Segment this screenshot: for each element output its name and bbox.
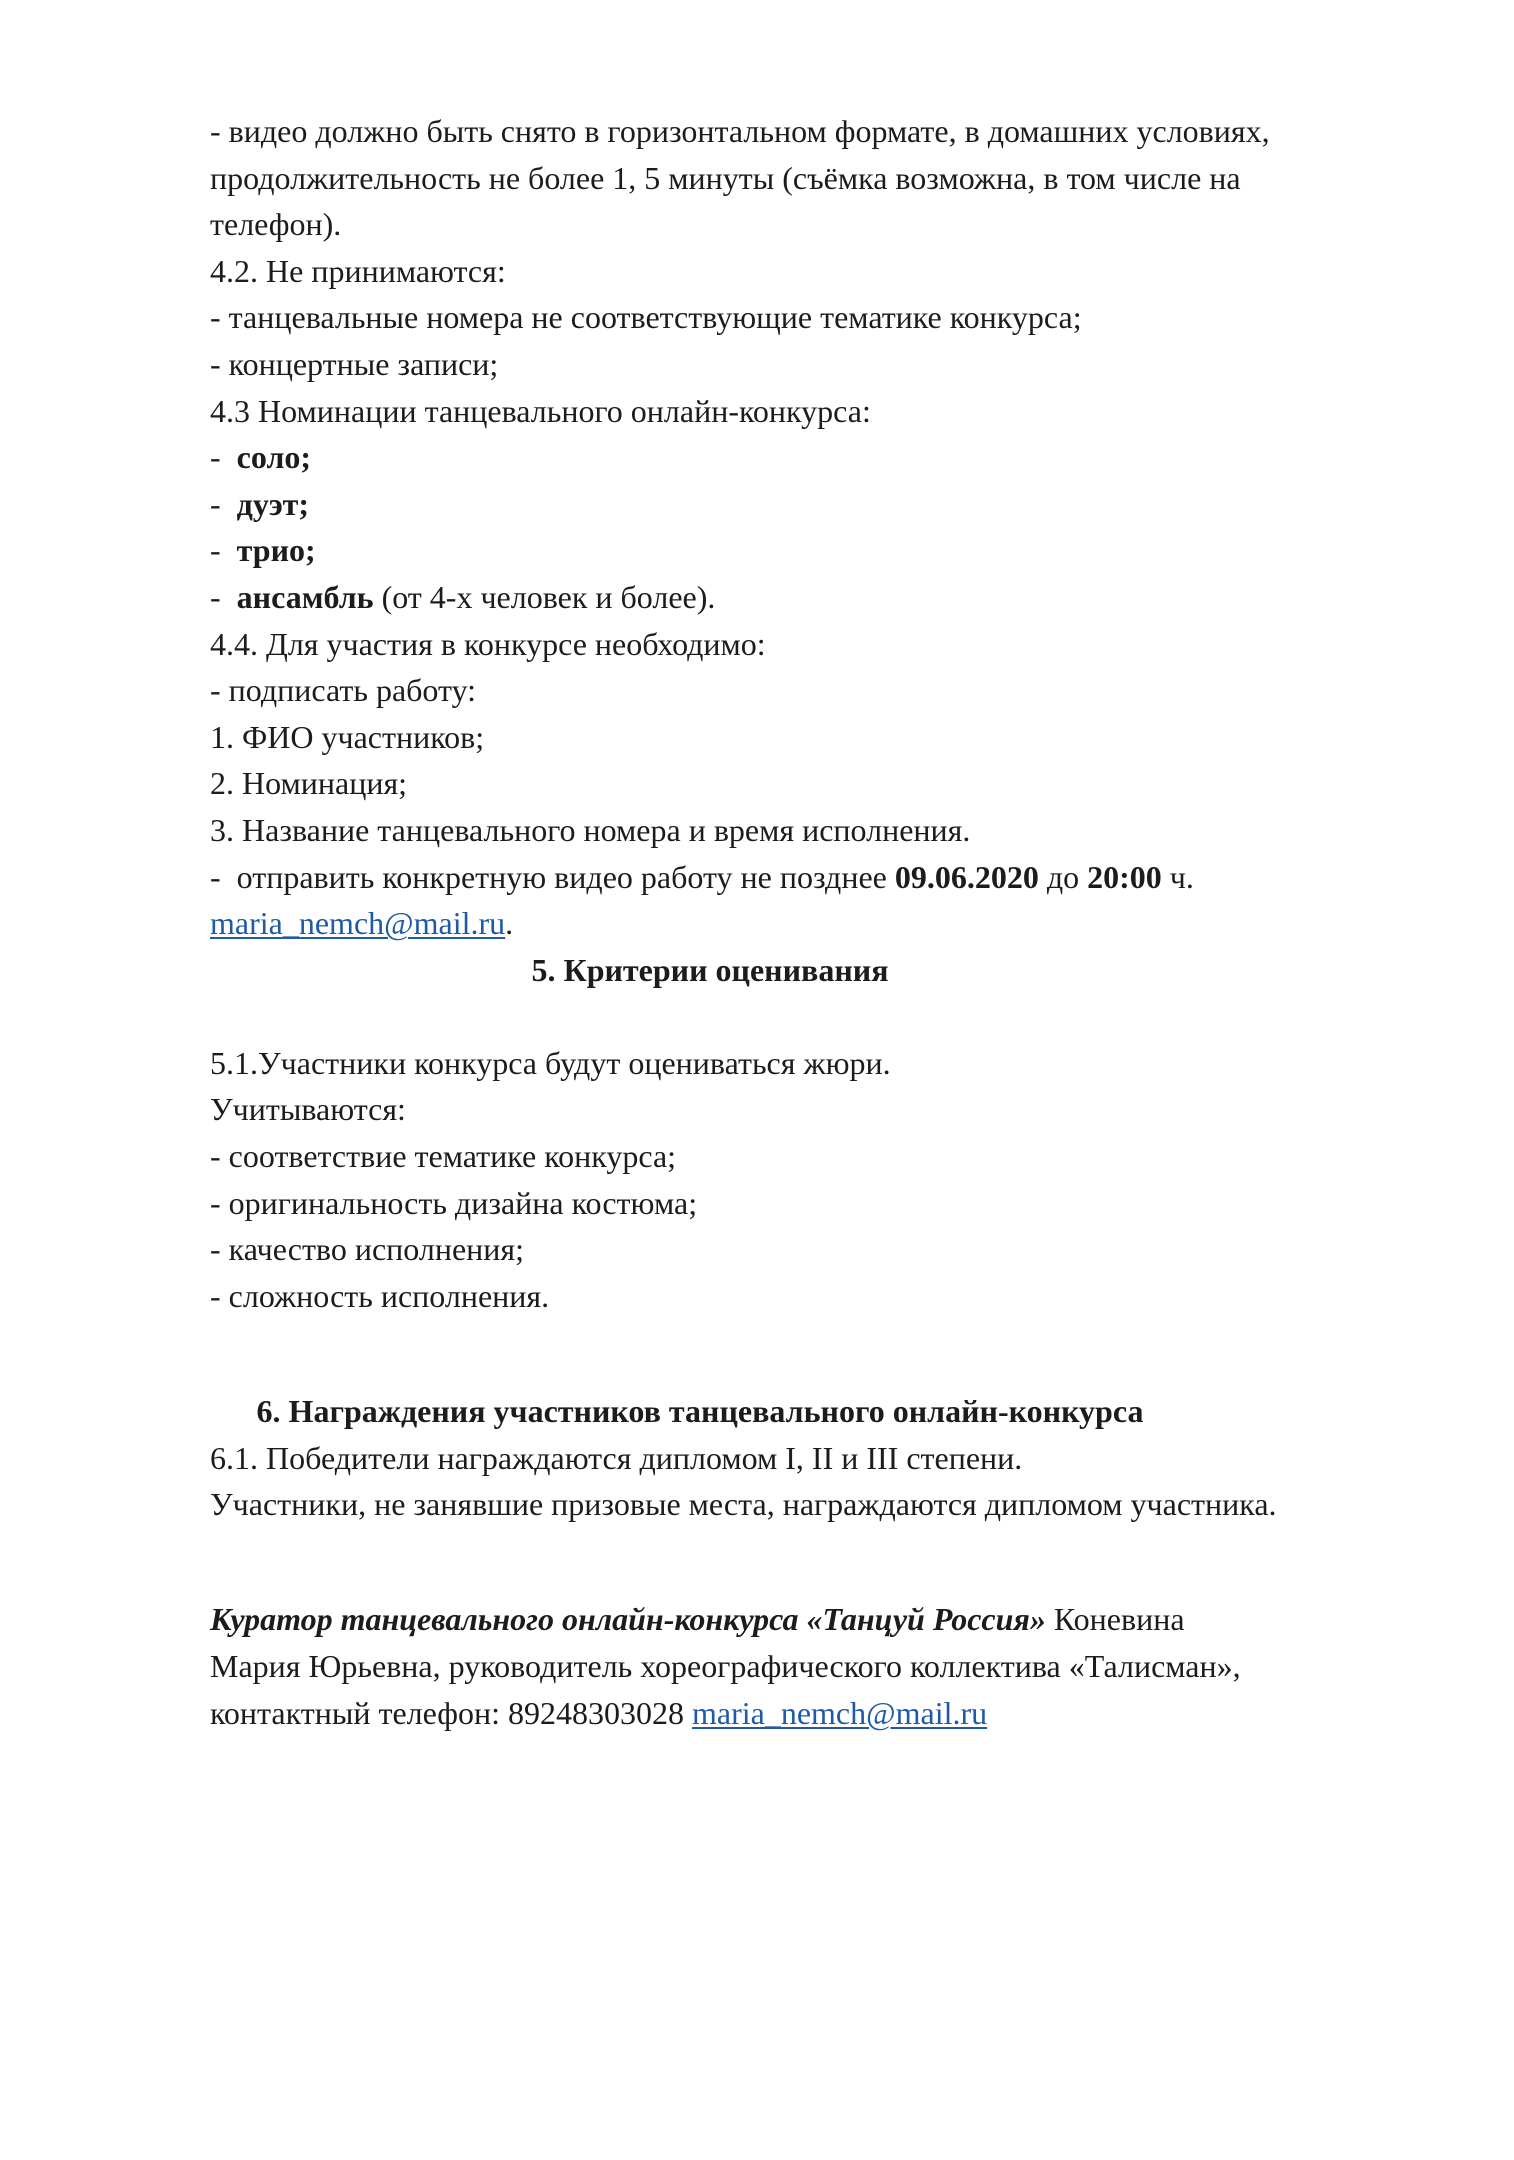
document-page	[210, 108, 1410, 1736]
video-requirement-line-3: телефон).	[210, 206, 342, 243]
curator-line-1	[210, 1596, 1410, 1643]
criterion-2: - оригинальность дизайна костюма;	[210, 1184, 698, 1221]
spacer	[210, 993, 1410, 1040]
curator-label: Куратор танцевального онлайн-конкурса «Танцуй Россия»	[210, 1601, 1046, 1638]
email-suffix: .	[505, 905, 514, 942]
curator-contact	[210, 1690, 1410, 1737]
nomination-duet	[210, 481, 1410, 528]
nomination-prefix: -	[210, 578, 237, 615]
spacer	[210, 1528, 1410, 1575]
video-requirement-line-2: продолжительность не более 1, 5 минуты (съёмка возможна, в том числе на	[210, 159, 1241, 196]
video-requirement-line-1: - видео должно быть снято в горизонтальном формате, в домашних условиях,	[210, 113, 1270, 149]
email-link[interactable]: maria_nemch@mail.ru	[210, 905, 506, 942]
nomination-name: ансамбль	[236, 578, 374, 615]
awards-participants: Участники, не занявшие призовые места, награждаются дипломом участника.	[210, 1486, 1277, 1523]
nomination-prefix: -	[210, 532, 237, 569]
nomination-ensemble	[210, 574, 1410, 621]
criterion-1: - соответствие тематике конкурса;	[210, 1138, 677, 1175]
criterion-3: - качество исполнения;	[210, 1231, 524, 1268]
nomination-solo	[210, 434, 1410, 481]
nomination-trio	[210, 527, 1410, 574]
nomination-name: трио;	[236, 532, 316, 569]
awards-winners: 6.1. Победители награждаются дипломом I, II и III степени.	[210, 1439, 1023, 1476]
nomination-prefix: -	[210, 439, 237, 476]
nominations-title: 4.3 Номинации танцевального онлайн-конкурса:	[210, 392, 871, 429]
criteria-intro: 5.1.Участники конкурса будут оцениваться жюри.	[210, 1044, 891, 1081]
send-mid: до	[1038, 858, 1088, 895]
send-email-line	[210, 900, 1410, 947]
curator-name: Коневина	[1045, 1601, 1185, 1638]
not-accepted-item-1: - танцевальные номера не соответствующие тематике конкурса;	[210, 299, 1082, 336]
send-suffix: ч.	[1161, 858, 1194, 895]
nomination-name: соло;	[236, 439, 312, 476]
participation-title: 4.4. Для участия в конкурсе необходимо:	[210, 625, 766, 662]
section-6-title: 6. Награждения участников танцевального онлайн-конкурса	[256, 1393, 1144, 1430]
spacer	[210, 1319, 1410, 1366]
sign-item-3: 3. Название танцевального номера и время исполнения.	[210, 811, 971, 848]
section-5-title: 5. Критерии оценивания	[531, 951, 889, 988]
send-date: 09.06.2020	[894, 858, 1039, 895]
spacer	[210, 1366, 1410, 1388]
curator-phone: контактный телефон: 89248303028	[210, 1694, 692, 1731]
spacer	[210, 1574, 1410, 1596]
criteria-considered: Учитываются:	[210, 1091, 406, 1128]
sign-item-2: 2. Номинация;	[210, 765, 408, 802]
send-deadline	[210, 854, 1410, 901]
send-prefix: - отправить конкретную видео работу не позднее	[210, 858, 895, 895]
curator-line-2: Мария Юрьевна, руководитель хореографического коллектива «Талисман»,	[210, 1648, 1241, 1684]
sign-work: - подписать работу:	[210, 672, 477, 709]
nomination-name: дуэт;	[236, 485, 310, 522]
send-time: 20:00	[1087, 858, 1162, 895]
nomination-note: (от 4-х человек и более).	[373, 578, 716, 615]
curator-email-link[interactable]: maria_nemch@mail.ru	[691, 1694, 988, 1731]
criterion-4: - сложность исполнения.	[210, 1277, 550, 1314]
nomination-prefix: -	[210, 485, 237, 522]
not-accepted-item-2: - концертные записи;	[210, 345, 499, 382]
not-accepted-title: 4.2. Не принимаются:	[210, 252, 506, 289]
sign-item-1: 1. ФИО участников;	[210, 718, 485, 755]
